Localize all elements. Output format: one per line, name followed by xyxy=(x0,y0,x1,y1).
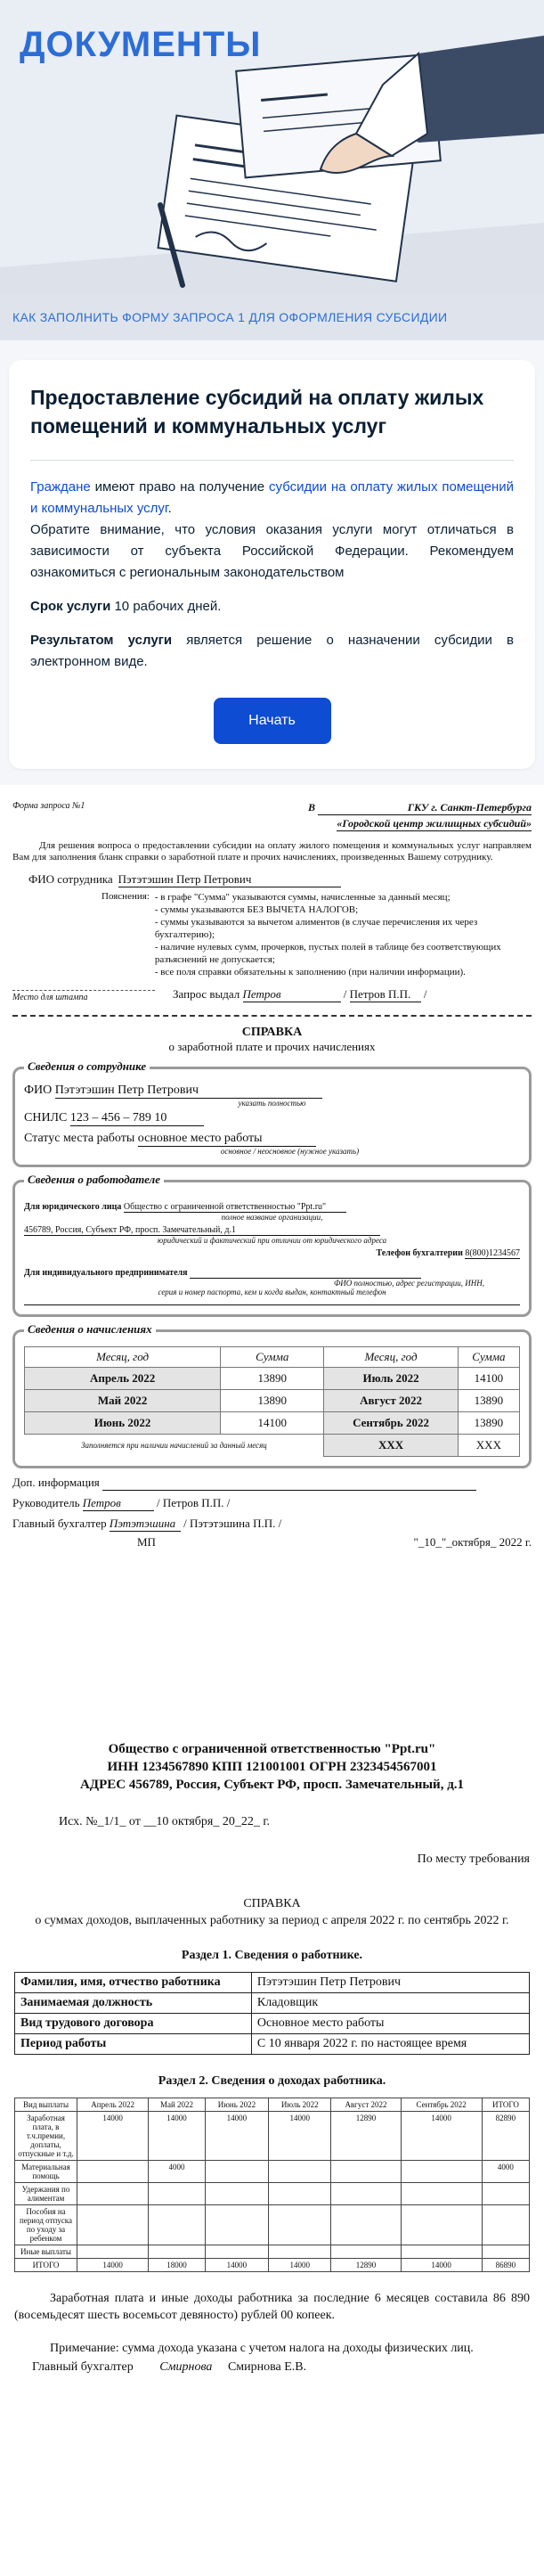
col-month: Месяц, год xyxy=(324,1347,458,1368)
hero-caption: КАК ЗАПОЛНИТЬ ФОРМУ ЗАПРОСА 1 ДЛЯ ОФОРМЛЕНИЯ СУБСИДИИ xyxy=(12,310,448,324)
note-item: - в графе "Сумма" указываются суммы, начисленные за данный месяц; xyxy=(154,892,451,903)
head-name: Петров П.П. xyxy=(162,1496,224,1509)
cell: Фамилия, имя, отчество работника xyxy=(15,1973,252,1993)
note-item: - наличие нулевых сумм, прочерков, пустых полей в таблице без соответствующих разъяснений не допускается; xyxy=(154,942,501,965)
table-row xyxy=(15,2205,530,2245)
hero-title: ДОКУМЕНТЫ xyxy=(20,25,262,64)
cell: ХХХ xyxy=(458,1435,519,1457)
cell: 12890 xyxy=(331,2259,401,2272)
addressee-line-2: «Городской центр жилищных субсидий» xyxy=(337,817,532,830)
head-sign: Руководитель Петров / Петров П.П. / xyxy=(12,1496,231,1509)
cert2-subtitle: о суммах доходов, выплаченных работнику за период с апреля 2022 г. по сентябрь 2022 г. xyxy=(35,1914,509,1927)
table-row xyxy=(15,1993,530,2014)
legal-caption: полное название организации, xyxy=(221,1213,323,1222)
issued-label: Запрос выдал xyxy=(173,987,240,1001)
extra-info xyxy=(12,1476,532,1491)
start-button[interactable]: Начать xyxy=(214,698,331,744)
cell: ИТОГО xyxy=(15,2259,77,2272)
result-label: Результатом услуги xyxy=(30,633,173,648)
table-row xyxy=(25,1390,520,1412)
status-value: основное место работы xyxy=(138,1132,316,1147)
col-header: Май 2022 xyxy=(149,2098,206,2112)
chief-signature: Смирнова xyxy=(159,2360,213,2374)
col-header: Июль 2022 xyxy=(269,2098,331,2112)
accountant-sign: Главный бухгалтер Пэтэтэшина / Пэтэтэшина П.П. / xyxy=(12,1517,282,1530)
cell xyxy=(401,2205,482,2245)
table-row xyxy=(15,1973,530,1993)
cell xyxy=(269,2245,331,2259)
cell: 14000 xyxy=(269,2112,331,2161)
issued-row xyxy=(12,987,532,1002)
chief-sign xyxy=(14,2360,530,2375)
note-item: - суммы указываются за вычетом алиментов (в случае перечисления их через бухгалтерию); xyxy=(154,917,478,940)
cell: 13890 xyxy=(458,1390,519,1412)
issued-by: Запрос выдал Петров / Петров П.П. / xyxy=(173,987,427,1001)
employer-section xyxy=(12,1173,532,1317)
col-header: Июнь 2022 xyxy=(205,2098,268,2112)
cell: Апрель 2022 xyxy=(25,1368,221,1390)
cert2-title: СПРАВКА xyxy=(243,1897,301,1910)
cell: 14000 xyxy=(149,2112,206,2161)
head-signature: Петров xyxy=(83,1496,154,1511)
legal-label: Для юридического лица xyxy=(24,1202,122,1212)
result-value: является решение о назначении субсидии в электронном виде. xyxy=(30,633,515,669)
cell: Сентябрь 2022 xyxy=(324,1412,458,1435)
cell: Май 2022 xyxy=(25,1390,221,1412)
cell: С 10 января 2022 г. по настоящее время xyxy=(251,2034,529,2055)
cell: Август 2022 xyxy=(324,1390,458,1412)
table-row xyxy=(15,2245,530,2259)
table-row xyxy=(25,1435,520,1457)
accountant-signature: Пэтэтэшина xyxy=(110,1517,181,1532)
col-sum: Сумма xyxy=(458,1347,519,1368)
table-row xyxy=(15,2183,530,2205)
table-row xyxy=(25,1412,520,1435)
destination: По месту требования xyxy=(417,1852,530,1866)
cell: 4000 xyxy=(482,2161,529,2183)
stamp-place: Место для штампа xyxy=(12,990,155,1002)
certificate-heading xyxy=(12,1026,532,1054)
cell xyxy=(331,2205,401,2245)
cell: Июль 2022 xyxy=(324,1368,458,1390)
notes-block xyxy=(12,891,532,978)
issued-name: Петров П.П. xyxy=(350,987,421,1002)
status-label: Статус места работы xyxy=(24,1132,135,1145)
table-row xyxy=(15,2259,530,2272)
acc-note: Заполняется при наличии начислений за данный месяц xyxy=(81,1441,267,1451)
income-summary: Заработная плата и иные доходы работника за последние 6 месяцев составила 86 890 (восемьдесят шесть восемьсот девяносто) рублей 00 копеек. xyxy=(14,2292,530,2322)
cell xyxy=(482,2245,529,2259)
hero-banner xyxy=(0,0,544,294)
service-result xyxy=(30,630,514,673)
fio-label: ФИО сотрудника xyxy=(28,872,113,886)
income-certificate xyxy=(0,1721,544,2576)
org-header xyxy=(14,1740,530,1794)
extra-label: Доп. информация xyxy=(12,1476,100,1489)
cell: Заработная плата, в т.ч.премии, доплаты, отпускные и т.д. xyxy=(15,2112,77,2161)
cell: 14000 xyxy=(205,2259,268,2272)
cell: 13890 xyxy=(221,1368,324,1390)
accruals-legend: Сведения о начислениях xyxy=(24,1322,156,1337)
worker-table xyxy=(14,1972,530,2055)
cell xyxy=(205,2245,268,2259)
cell: 14000 xyxy=(77,2259,149,2272)
cell: 82890 xyxy=(482,2112,529,2161)
cell xyxy=(482,2205,529,2245)
ip-label: Для индивидуального предпринимателя xyxy=(24,1268,188,1278)
note-item: - суммы указываются БЕЗ ВЫЧЕТА НАЛОГОВ; xyxy=(154,904,359,915)
ip-caption-1: ФИО полностью, адрес регистрации, ИНН, xyxy=(333,1279,484,1288)
subsidy-link[interactable]: субсидии на оплату жилых помещений и коммунальных услуг xyxy=(30,479,514,516)
cell xyxy=(77,2245,149,2259)
service-title: Предоставление субсидий на оплату жилых помещений и коммунальных услуг xyxy=(30,386,484,438)
fio-value: Пэтэтэшин Петр Петрович xyxy=(118,872,341,887)
cell: Основное место работы xyxy=(251,2014,529,2034)
cell: Иные выплаты xyxy=(15,2245,77,2259)
address-value: 456789, Россия, Субъект РФ, просп. Замечательный, д.1 xyxy=(24,1225,380,1236)
citizens-link[interactable]: Граждане xyxy=(30,479,91,495)
eligibility-end: . xyxy=(167,501,172,516)
cell: 14000 xyxy=(269,2259,331,2272)
accruals-section xyxy=(12,1322,532,1468)
cell: 13890 xyxy=(458,1412,519,1435)
accruals-table xyxy=(24,1346,520,1457)
section-2-title: Раздел 2. Сведения о доходах работника. xyxy=(158,2074,386,2088)
emp-fio-caption: указать полностью xyxy=(238,1099,306,1108)
notes-list xyxy=(155,891,532,978)
cell: 13890 xyxy=(221,1390,324,1412)
form-intro: Для решения вопроса о предоставлении субсидии на оплату жилого помещения и коммунальных услуг направляем Вам для заполнения бланк справки о заработной плате и прочих начислениях, произведенных Вашему сотруднику. xyxy=(12,840,532,863)
cell xyxy=(149,2183,206,2205)
legal-value: Общество с ограниченной ответственностью "Ppt.ru" xyxy=(124,1202,346,1213)
income-note: Примечание: сумма дохода указана с учетом налога на доходы физических лиц. xyxy=(50,2342,474,2355)
cell: Пэтэтэшин Петр Петрович xyxy=(251,1973,529,1993)
table-row xyxy=(25,1368,520,1390)
cell xyxy=(149,2205,206,2245)
issued-signature: Петров xyxy=(243,987,341,1002)
employee-name-row xyxy=(12,872,532,887)
addressee-line-1: ГКУ г. Санкт-Петербурга xyxy=(318,801,532,815)
cell xyxy=(331,2161,401,2183)
org-line-2: ИНН 1234567890 КПП 121001001 ОГРН 2323454567001 xyxy=(107,1760,437,1774)
col-header: Август 2022 xyxy=(331,2098,401,2112)
cell: 14000 xyxy=(401,2259,482,2272)
cell xyxy=(77,2205,149,2245)
form-number: Форма запроса №1 xyxy=(12,801,85,811)
cell: Период работы xyxy=(15,2034,252,2055)
phone-value: 8(800)1234567 xyxy=(465,1248,520,1258)
income-table xyxy=(14,2098,530,2272)
employer-legend: Сведения о работодателе xyxy=(24,1173,164,1187)
eligibility-text: имеют право на получение xyxy=(90,479,270,495)
cell xyxy=(77,2183,149,2205)
section-1-title: Раздел 1. Сведения о работнике. xyxy=(181,1949,363,1962)
cell xyxy=(401,2245,482,2259)
form-date: "_10_"_октября_ 2022 г. xyxy=(413,1535,532,1549)
mp-date-row xyxy=(12,1535,532,1550)
cell: Вид трудового договора xyxy=(15,2014,252,2034)
cell xyxy=(401,2161,482,2183)
cell xyxy=(205,2161,268,2183)
chief-name: Смирнова Е.В. xyxy=(227,2360,307,2374)
chief-label: Главный бухгалтер xyxy=(32,2360,134,2374)
divider xyxy=(30,460,514,461)
cell: 18000 xyxy=(149,2259,206,2272)
cell: Пособия на период отпуска по уходу за ребенком xyxy=(15,2205,77,2245)
mp-label: МП xyxy=(137,1535,156,1549)
employee-legend: Сведения о сотруднике xyxy=(24,1059,150,1074)
emp-fio-label: ФИО xyxy=(24,1084,53,1097)
cell: ХХХ xyxy=(324,1435,458,1457)
cell: Июнь 2022 xyxy=(25,1412,221,1435)
cell xyxy=(77,2161,149,2183)
cell xyxy=(205,2205,268,2245)
note-item: - все поля справки обязательны к заполнению (при наличии информации). xyxy=(154,967,466,977)
request-form-1 xyxy=(0,785,544,1721)
cert-subtitle: о заработной плате и прочих начислениях xyxy=(168,1040,376,1053)
term-label: Срок услуги xyxy=(30,599,111,614)
addressee xyxy=(238,801,532,831)
cell: 14000 xyxy=(205,2112,268,2161)
service-card-wrap xyxy=(0,340,544,785)
cell: Кладовщик xyxy=(251,1993,529,2014)
cell: 14000 xyxy=(401,2112,482,2161)
term-value: 10 рабочих дней. xyxy=(110,599,222,614)
snils-label: СНИЛС xyxy=(24,1111,68,1124)
snils-value: 123 – 456 – 789 10 xyxy=(70,1111,204,1126)
emp-fio-value: Пэтэтэшин Петр Петрович xyxy=(55,1084,322,1099)
cell: 14100 xyxy=(221,1412,324,1435)
cell xyxy=(269,2205,331,2245)
to-prefix: В xyxy=(307,801,315,814)
table-row xyxy=(15,2034,530,2055)
cell xyxy=(149,2245,206,2259)
col-header: Апрель 2022 xyxy=(77,2098,149,2112)
accountant-label: Главный бухгалтер xyxy=(12,1517,107,1530)
cell xyxy=(205,2183,268,2205)
table-row xyxy=(15,2112,530,2161)
col-header: Вид выплаты xyxy=(15,2098,77,2112)
cell: 86890 xyxy=(482,2259,529,2272)
outgoing-number: Исх. №_1/1_ от __10 октября_ 20_22_ г. xyxy=(59,1815,271,1828)
service-card xyxy=(9,360,535,769)
cell: 14000 xyxy=(77,2112,149,2161)
cell xyxy=(482,2183,529,2205)
cell xyxy=(331,2245,401,2259)
cell: Материальная помощь xyxy=(15,2161,77,2183)
phone-label: Телефон бухгалтерии xyxy=(376,1248,463,1258)
cell: 4000 xyxy=(149,2161,206,2183)
hand-signing-illustration xyxy=(0,0,544,294)
cert-title: СПРАВКА xyxy=(241,1026,303,1039)
notes-label: Пояснения: xyxy=(101,891,150,902)
col-month: Месяц, год xyxy=(25,1347,221,1368)
hero-caption-band xyxy=(0,294,544,340)
col-sum: Сумма xyxy=(221,1347,324,1368)
accountant-name: Пэтэтэшина П.П. xyxy=(189,1517,276,1530)
table-row xyxy=(15,2014,530,2034)
org-line-3: АДРЕС 456789, Россия, Субъект РФ, просп. Замечательный, д.1 xyxy=(79,1778,465,1792)
cell xyxy=(269,2183,331,2205)
head-label: Руководитель xyxy=(12,1496,80,1509)
col-header: ИТОГО xyxy=(482,2098,529,2112)
cell xyxy=(331,2183,401,2205)
status-caption: основное / неосновное (нужное указать) xyxy=(220,1147,360,1156)
cell xyxy=(401,2183,482,2205)
service-eligibility xyxy=(30,477,514,519)
cell: 14100 xyxy=(458,1368,519,1390)
cell: Занимаемая должность xyxy=(15,1993,252,2014)
cell: Удержания по алиментам xyxy=(15,2183,77,2205)
employee-section xyxy=(12,1059,532,1167)
cell: 12890 xyxy=(331,2112,401,2161)
ip-caption-2: серия и номер паспорта, кем и когда выдан, контактный телефон xyxy=(158,1288,386,1296)
address-caption: юридический и фактический при отличии от юридического адреса xyxy=(157,1236,387,1245)
service-term xyxy=(30,596,514,617)
service-region-note: Обратите внимание, что условия оказания услуги могут отличаться в зависимости от субъекта Российской Федерации. Рекомендуем ознакомиться с региональным законодательством xyxy=(30,522,514,580)
col-header: Сентябрь 2022 xyxy=(401,2098,482,2112)
table-row xyxy=(15,2161,530,2183)
org-line-1: Общество с ограниченной ответственностью "Ppt.ru" xyxy=(108,1742,436,1756)
cell xyxy=(269,2161,331,2183)
